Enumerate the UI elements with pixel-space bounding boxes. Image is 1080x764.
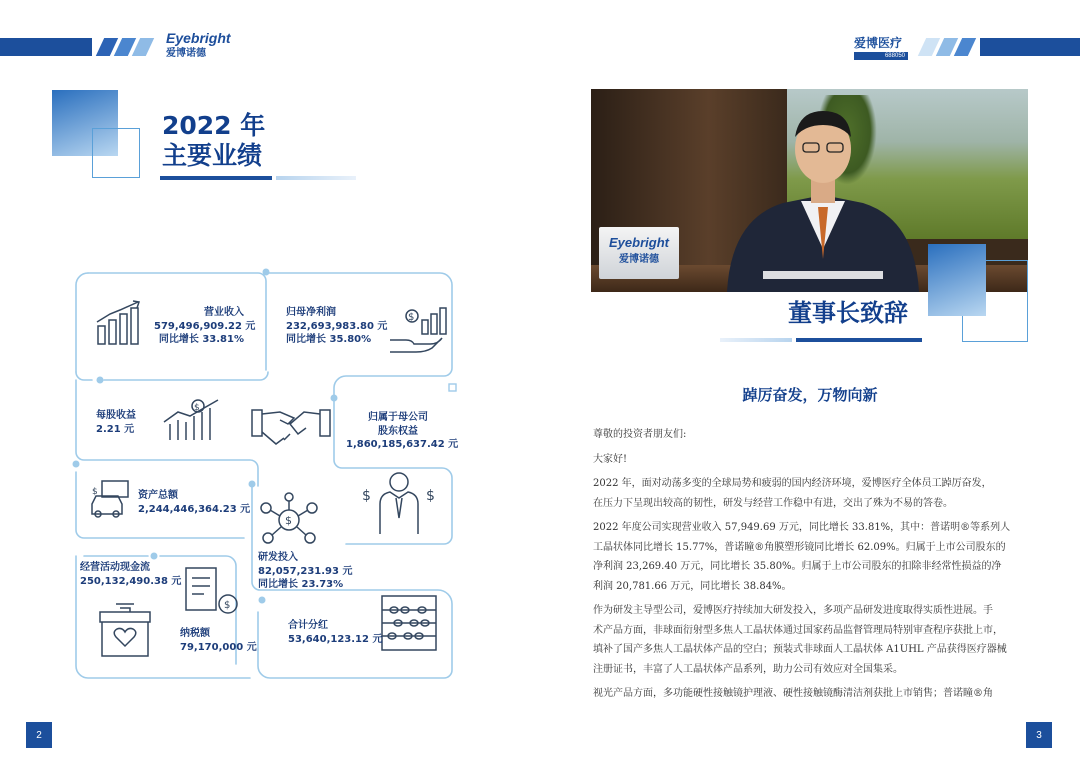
headline: 踔厉奋发，万物向新 bbox=[742, 386, 878, 404]
paragraph-line: 注册证书，丰富了人工晶状体产品系列，助力公司有效应对全国集采。 bbox=[593, 663, 903, 675]
svg-text:$: $ bbox=[408, 312, 415, 323]
metric-revenue bbox=[154, 306, 256, 347]
paragraph-line: 填补了国产多焦人工晶状体产品的空白；预装式非球面人工晶状体 A1UHL 产品获得医疗器械 bbox=[593, 644, 1007, 655]
nameplate-logo-en: Eyebright bbox=[609, 235, 669, 250]
metric-assets-label: 资产总额 bbox=[138, 490, 178, 501]
metric-eps bbox=[96, 409, 136, 436]
stock-code: 688050 bbox=[884, 53, 905, 59]
metric-assets-value: 2,244,446,364.23 元 bbox=[138, 503, 251, 515]
paragraph-3 bbox=[593, 601, 1033, 679]
metric-equity-value: 1,860,185,637.42 元 bbox=[346, 439, 459, 450]
metric-revenue-label: 营业收入 bbox=[204, 307, 244, 318]
metric-tax-label: 纳税额 bbox=[180, 628, 210, 639]
metric-cashflow-label: 经营活动现金流 bbox=[80, 562, 150, 573]
paragraph-line: 作为研发主导型公司，爱博医疗持续加大研发投入，多项产品研发进度取得实质性进展。手 bbox=[593, 605, 993, 616]
page-title-line2: 主要业绩 bbox=[162, 141, 263, 170]
metric-equity bbox=[346, 411, 459, 452]
salutation: 尊敬的投资者朋友们: bbox=[593, 429, 687, 440]
paragraph-line: 视光产品方面，多功能硬性接触镜护理液、硬性接触镜酶清洁剂获批上市销售；普诺瞳®角 bbox=[593, 688, 993, 699]
section-title-underline-light bbox=[720, 338, 792, 342]
metric-cashflow bbox=[80, 561, 181, 588]
paragraph-line: 术产品方面，非球面衍射型多焦人工晶状体通过国家药品监督管理局特别审查程序获批上市， bbox=[593, 624, 1003, 636]
eps-chart-icon bbox=[160, 396, 226, 442]
metric-revenue-growth: 同比增长 33.81% bbox=[158, 334, 244, 345]
desk-nameplate bbox=[599, 227, 679, 279]
metric-eps-label: 每股收益 bbox=[96, 410, 136, 421]
paragraph-line: 工晶状体同比增长 15.77%，普诺瞳®角膜塑形镜同比增长 62.09%。归属于上市公司股东的 bbox=[593, 541, 1006, 553]
handshake-icon bbox=[250, 404, 332, 448]
page-number-left: 2 bbox=[26, 722, 52, 748]
page-title-line1: 2022 年 bbox=[162, 111, 266, 140]
paragraph-line: 在压力下呈现出较高的韧性，研发与经营工作稳中有进，交出了殊为不易的答卷。 bbox=[593, 497, 953, 509]
metric-assets bbox=[138, 489, 250, 516]
left-logo-cn: 爱博诺德 bbox=[166, 48, 206, 59]
metric-tax bbox=[180, 627, 257, 654]
greeting: 大家好! bbox=[593, 453, 628, 465]
metric-dividend-label: 合计分红 bbox=[288, 620, 328, 631]
hand-coins-icon bbox=[386, 302, 450, 356]
paragraph-line: 2022 年度公司实现营业收入 57,949.69 万元，同比增长 33.81%，其中：普诺明®等系列人 bbox=[593, 522, 1011, 533]
svg-text:$: $ bbox=[194, 403, 200, 413]
paragraph-4 bbox=[593, 684, 1033, 704]
metric-cashflow-value: 250,132,490.38 元 bbox=[80, 575, 182, 587]
photo-deco-square bbox=[928, 244, 986, 316]
metric-equity-label1: 归属于母公司 bbox=[368, 412, 428, 423]
tax-document-icon bbox=[182, 566, 242, 616]
bar-growth-icon bbox=[94, 300, 146, 348]
page-number-right: 3 bbox=[1026, 722, 1052, 748]
metric-rd-value: 82,057,231.93 元 bbox=[258, 565, 353, 577]
metric-net-profit-growth: 同比增长 35.80% bbox=[286, 334, 372, 345]
metric-rd bbox=[258, 551, 352, 592]
metric-net-profit-value: 232,693,983.80 元 bbox=[286, 320, 388, 332]
section-title: 董事长致辞 bbox=[788, 299, 908, 327]
chairman-figure bbox=[723, 99, 923, 292]
paragraph-line: 2022 年，面对动荡多变的全球局势和疲弱的国内经济环境，爱博医疗全体员工踔厉奋发， bbox=[593, 478, 992, 489]
paragraph-line: 利润 20,781.66 万元，同比增长 38.84%。 bbox=[593, 580, 792, 592]
nameplate-logo-cn: 爱博诺德 bbox=[619, 254, 659, 265]
metric-net-profit bbox=[286, 306, 387, 347]
metric-equity-label2: 股东权益 bbox=[378, 425, 418, 437]
metric-net-profit-label: 归母净利润 bbox=[286, 307, 336, 318]
paragraph-1 bbox=[593, 474, 1033, 513]
svg-text:$: $ bbox=[224, 600, 231, 611]
metric-eps-value: 2.21 元 bbox=[96, 423, 135, 435]
svg-text:$: $ bbox=[92, 487, 98, 497]
rd-network-icon bbox=[258, 492, 320, 548]
metric-tax-value: 79,170,000 元 bbox=[180, 641, 257, 653]
metric-dividend bbox=[288, 619, 382, 646]
metric-dividend-value: 53,640,123.12 元 bbox=[288, 633, 383, 645]
right-logo-cn: 爱博医疗 bbox=[854, 36, 903, 50]
left-logo-en: Eyebright bbox=[166, 30, 231, 46]
businessman-icon bbox=[360, 470, 438, 536]
svg-text:$: $ bbox=[362, 488, 371, 504]
section-title-underline bbox=[796, 338, 922, 342]
car-assets-icon bbox=[88, 478, 132, 522]
svg-text:$: $ bbox=[285, 514, 292, 527]
metric-revenue-value: 579,496,909.22 元 bbox=[154, 320, 256, 332]
paragraph-line: 净利润 23,269.40 万元，同比增长 35.80%。归属于上市公司股东的扣除非经常性损益的净 bbox=[593, 561, 1002, 572]
metric-rd-growth: 同比增长 23.73% bbox=[258, 579, 344, 590]
metric-rd-label: 研发投入 bbox=[258, 552, 298, 563]
paragraph-2 bbox=[593, 518, 1033, 596]
letter-body bbox=[593, 425, 1033, 704]
svg-text:$: $ bbox=[426, 488, 435, 504]
abacus-icon bbox=[378, 592, 440, 654]
heart-box-icon bbox=[94, 600, 156, 658]
